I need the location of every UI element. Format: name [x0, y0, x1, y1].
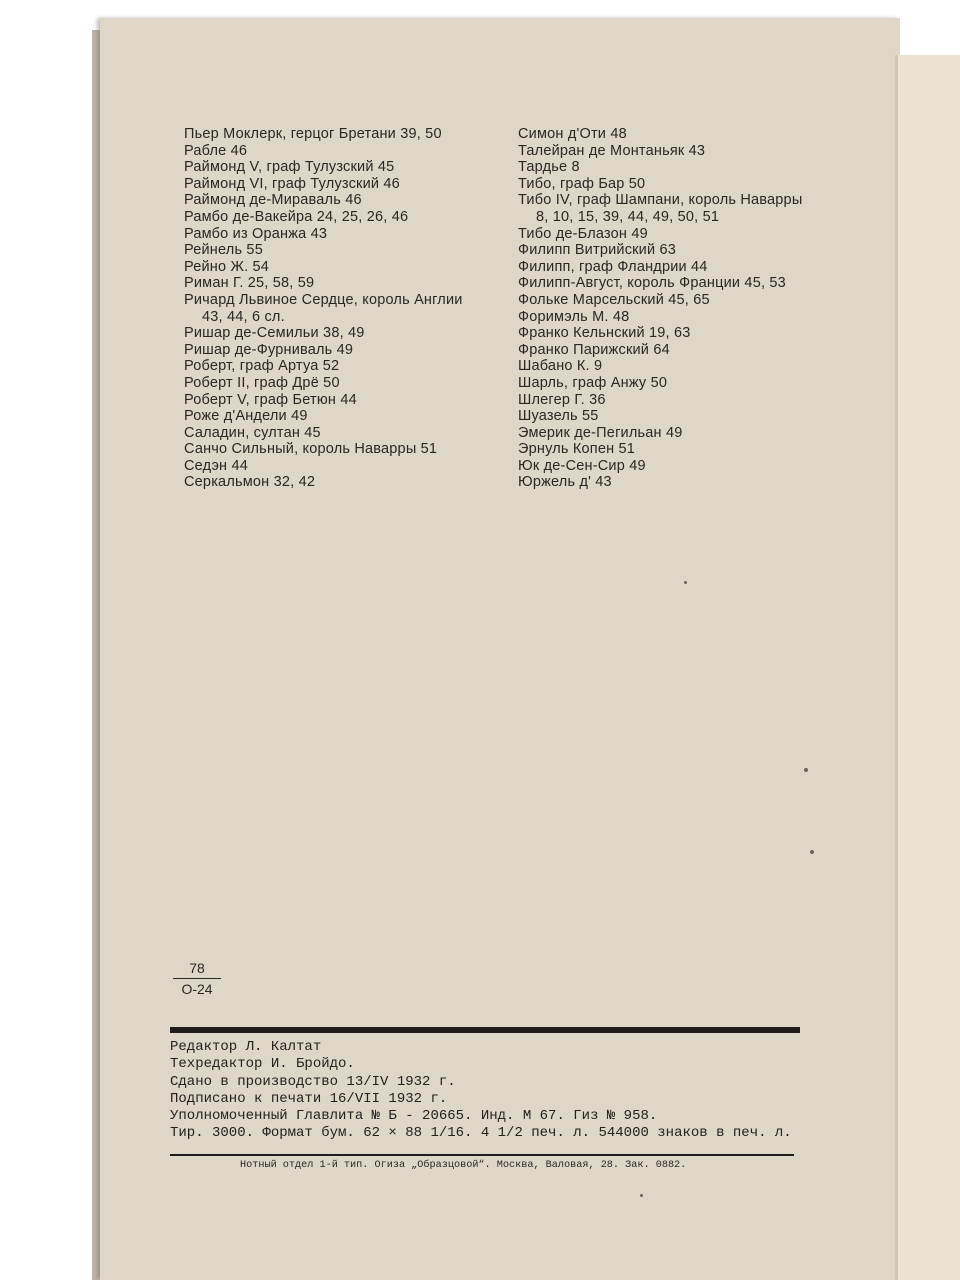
index-entry: Ришар де-Фурниваль 49: [184, 341, 354, 358]
index-entry: Роберт V, граф Бетюн 44: [184, 391, 357, 408]
index-entry: Филипп-Август, король Франции 45, 53: [518, 275, 786, 292]
index-entry: Шабано К. 9: [518, 358, 603, 375]
index-entry: Юк де-Сен-Сир 49: [518, 457, 646, 474]
adjacent-page: [895, 55, 960, 1280]
index-entry: Рамбо из Оранжа 43: [184, 225, 328, 242]
index-entry: Франко Кельнский 19, 63: [518, 325, 691, 342]
page-number: [173, 960, 221, 997]
index-entry-continuation: 8, 10, 15, 39, 44, 49, 50, 51: [536, 208, 720, 225]
index-entry-continuation: 43, 44, 6 сл.: [202, 308, 285, 325]
index-entry: Пьер Моклерк, герцог Бретани 39, 50: [184, 126, 442, 142]
printer-line: Нотный отдел 1-й тип. Огиза „Образцовой“. Москва, Валовая, 28. Зак. 0882.: [240, 1160, 687, 1171]
page-number-bottom: О-24: [181, 981, 213, 997]
printer-divider: [170, 1154, 794, 1156]
index-entry: Рабле 46: [184, 142, 248, 159]
index-entry: Тибо, граф Бар 50: [518, 175, 646, 192]
index-entry: Рейнель 55: [184, 242, 263, 259]
imprint-line: Редактор Л. Калтат: [170, 1039, 322, 1055]
index-entry: Роберт II, граф Дрё 50: [184, 374, 340, 391]
index-entry: Серкальмон 32, 42: [184, 474, 316, 491]
index-entry: Фольке Марсельский 45, 65: [518, 291, 710, 308]
index-entry: Шарль, граф Анжу 50: [518, 374, 668, 391]
index-entry: Раймонд V, граф Тулузский 45: [184, 159, 395, 176]
imprint-divider: [170, 1027, 800, 1033]
index-entry: Рамбо де-Вакейра 24, 25, 26, 46: [184, 208, 409, 225]
index-entry: Раймонд де-Мираваль 46: [184, 192, 362, 209]
index-entry: Риман Г. 25, 58, 59: [184, 275, 315, 292]
index-entry: Филипп Витрийский 63: [518, 242, 677, 259]
index-entry: Шуазель 55: [518, 408, 599, 425]
imprint-line: Сдано в производство 13/IV 1932 г.: [170, 1073, 456, 1090]
index-entry: Ришар де-Семильи 38, 49: [184, 325, 365, 342]
index-entry: Санчо Сильный, король Наварры 51: [184, 441, 438, 458]
index-entry: Ричард Львиное Сердце, король Англии: [184, 291, 463, 308]
index-entry: Шлегер Г. 36: [518, 391, 606, 408]
page-number-top: 78: [173, 960, 221, 979]
index-entry: Юржель д' 43: [518, 474, 612, 491]
index-entry: Саладин, султан 45: [184, 424, 321, 441]
index-entry: Форимэль М. 48: [518, 308, 630, 325]
index-entry: Седэн 44: [184, 457, 249, 474]
index-entry: Тибо IV, граф Шампани, король Наварры: [518, 192, 803, 209]
index-entry: Рейно Ж. 54: [184, 258, 270, 275]
index-entry: Эрнуль Копен 51: [518, 441, 636, 458]
index-right-column: [518, 126, 802, 491]
imprint-block: [170, 1039, 792, 1143]
imprint-line: Подписано к печати 16/VII 1932 г.: [170, 1090, 448, 1107]
index-entry: Тибо де-Блазон 49: [518, 225, 648, 242]
index-entry: Тардье 8: [518, 159, 580, 176]
index-entry: Талейран де Монтаньяк 43: [518, 142, 706, 159]
imprint-line: Техредактор И. Бройдо.: [170, 1056, 355, 1073]
index-entry: Филипп, граф Фландрии 44: [518, 258, 708, 275]
index-entry: Эмерик де-Пегильан 49: [518, 424, 683, 441]
imprint-line: Уполномоченный Главлита № Б - 20665. Инд. М 67. Гиз № 958.: [170, 1108, 658, 1125]
index-entry: Роберт, граф Артуа 52: [184, 358, 340, 375]
index-entry: Франко Парижский 64: [518, 341, 670, 358]
index-entry: Раймонд VI, граф Тулузский 46: [184, 175, 400, 192]
index-entry: Симон д'Оти 48: [518, 126, 627, 142]
index-entry: Роже д'Андели 49: [184, 408, 308, 425]
index-left-column: [184, 126, 463, 491]
imprint-line: Тир. 3000. Формат бум. 62 × 88 1/16. 4 1/2 печ. л. 544000 знаков в печ. л.: [170, 1125, 792, 1142]
